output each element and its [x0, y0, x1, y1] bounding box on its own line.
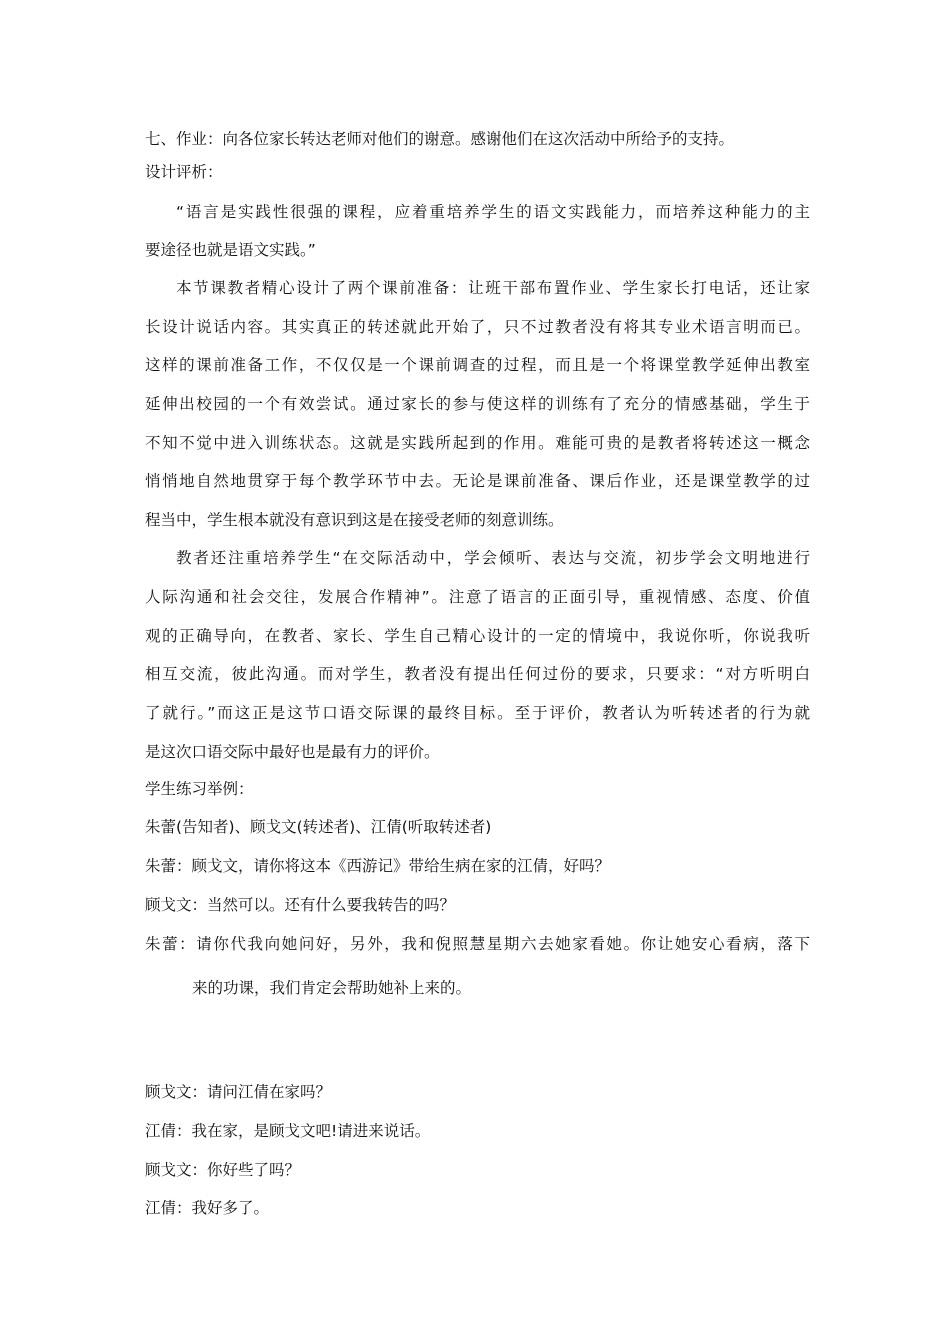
dialogue-line: 顾戈文：当然可以。还有什么要我转告的吗？: [145, 896, 456, 914]
paragraph-line: 长设计说话内容。其实真正的转述就此开始了，只不过教者没有将其专业术语言明而已。: [145, 318, 810, 336]
dialogue-line: 江倩：我好多了。: [145, 1199, 270, 1217]
paragraph-line: 教者还注重培养学生“在交际活动中，学会倾听、表达与交流，初步学会文明地进行: [176, 549, 810, 567]
dialogue-line: 顾戈文：请问江倩在家吗？: [145, 1083, 332, 1101]
paragraph-line: 这样的课前准备工作，不仅仅是一个课前调查的过程，而且是一个将课堂教学延伸出教室: [145, 356, 810, 374]
paragraph-line: 不知不觉中进入训练状态。这就是实践所起到的作用。难能可贵的是教者将转述这一概念: [145, 434, 810, 452]
homework-line: 七、作业：向各位家长转达老师对他们的谢意。感谢他们在这次活动中所给予的支持。: [145, 130, 735, 148]
analysis-heading: 设计评析：: [145, 163, 223, 181]
paragraph-line: 是这次口语交际中最好也是最有力的评价。: [145, 743, 440, 761]
example-heading: 学生练习举例：: [145, 780, 254, 798]
paragraph-line: 本节课教者精心设计了两个课前准备：让班干部布置作业、学生家长打电话，还让家: [176, 279, 810, 297]
paragraph-line: 相互交流，彼此沟通。而对学生，教者没有提出任何过份的要求，只要求：“对方听明白: [145, 665, 810, 683]
dialogue-line: 来的功课，我们肯定会帮助她补上来的。: [192, 979, 472, 997]
dialogue-line: 朱蕾：请你代我向她问好，另外，我和倪照慧星期六去她家看她。你让她安心看病，落下: [145, 935, 810, 953]
dialogue-line: 朱蕾：顾戈文，请你将这本《西游记》带给生病在家的江倩，好吗？: [145, 857, 611, 875]
paragraph-line: 了就行。”而这正是这节口语交际课的最终目标。至于评价，教者认为听转述者的行为就: [145, 704, 810, 722]
paragraph-line: 观的正确导向，在教者、家长、学生自己精心设计的一定的情境中，我说你听，你说我听: [145, 627, 810, 645]
paragraph-line: “语言是实践性很强的课程，应着重培养学生的语文实践能力，而培养这种能力的主: [176, 203, 810, 221]
paragraph-line: 要途径也就是语文实践。”: [145, 241, 316, 259]
paragraph-line: 人际沟通和社会交往，发展合作精神”。注意了语言的正面引导，重视情感、态度、价值: [145, 588, 810, 606]
paragraph-line: 延伸出校园的一个有效尝试。通过家长的参与使这样的训练有了充分的情感基础，学生于: [145, 395, 810, 413]
paragraph-line: 程当中，学生根本就没有意识到这是在接受老师的刻意训练。: [145, 511, 564, 529]
paragraph-line: 悄悄地自然地贯穿于每个教学环节中去。无论是课前准备、课后作业，还是课堂教学的过: [145, 472, 810, 490]
dialogue-line: 江倩：我在家，是顾戈文吧!请进来说话。: [145, 1122, 431, 1140]
roles-line: 朱蕾(告知者)、顾戈文(转述者)、江倩(听取转述者): [145, 818, 492, 836]
dialogue-line: 顾戈文：你好些了吗？: [145, 1161, 301, 1179]
